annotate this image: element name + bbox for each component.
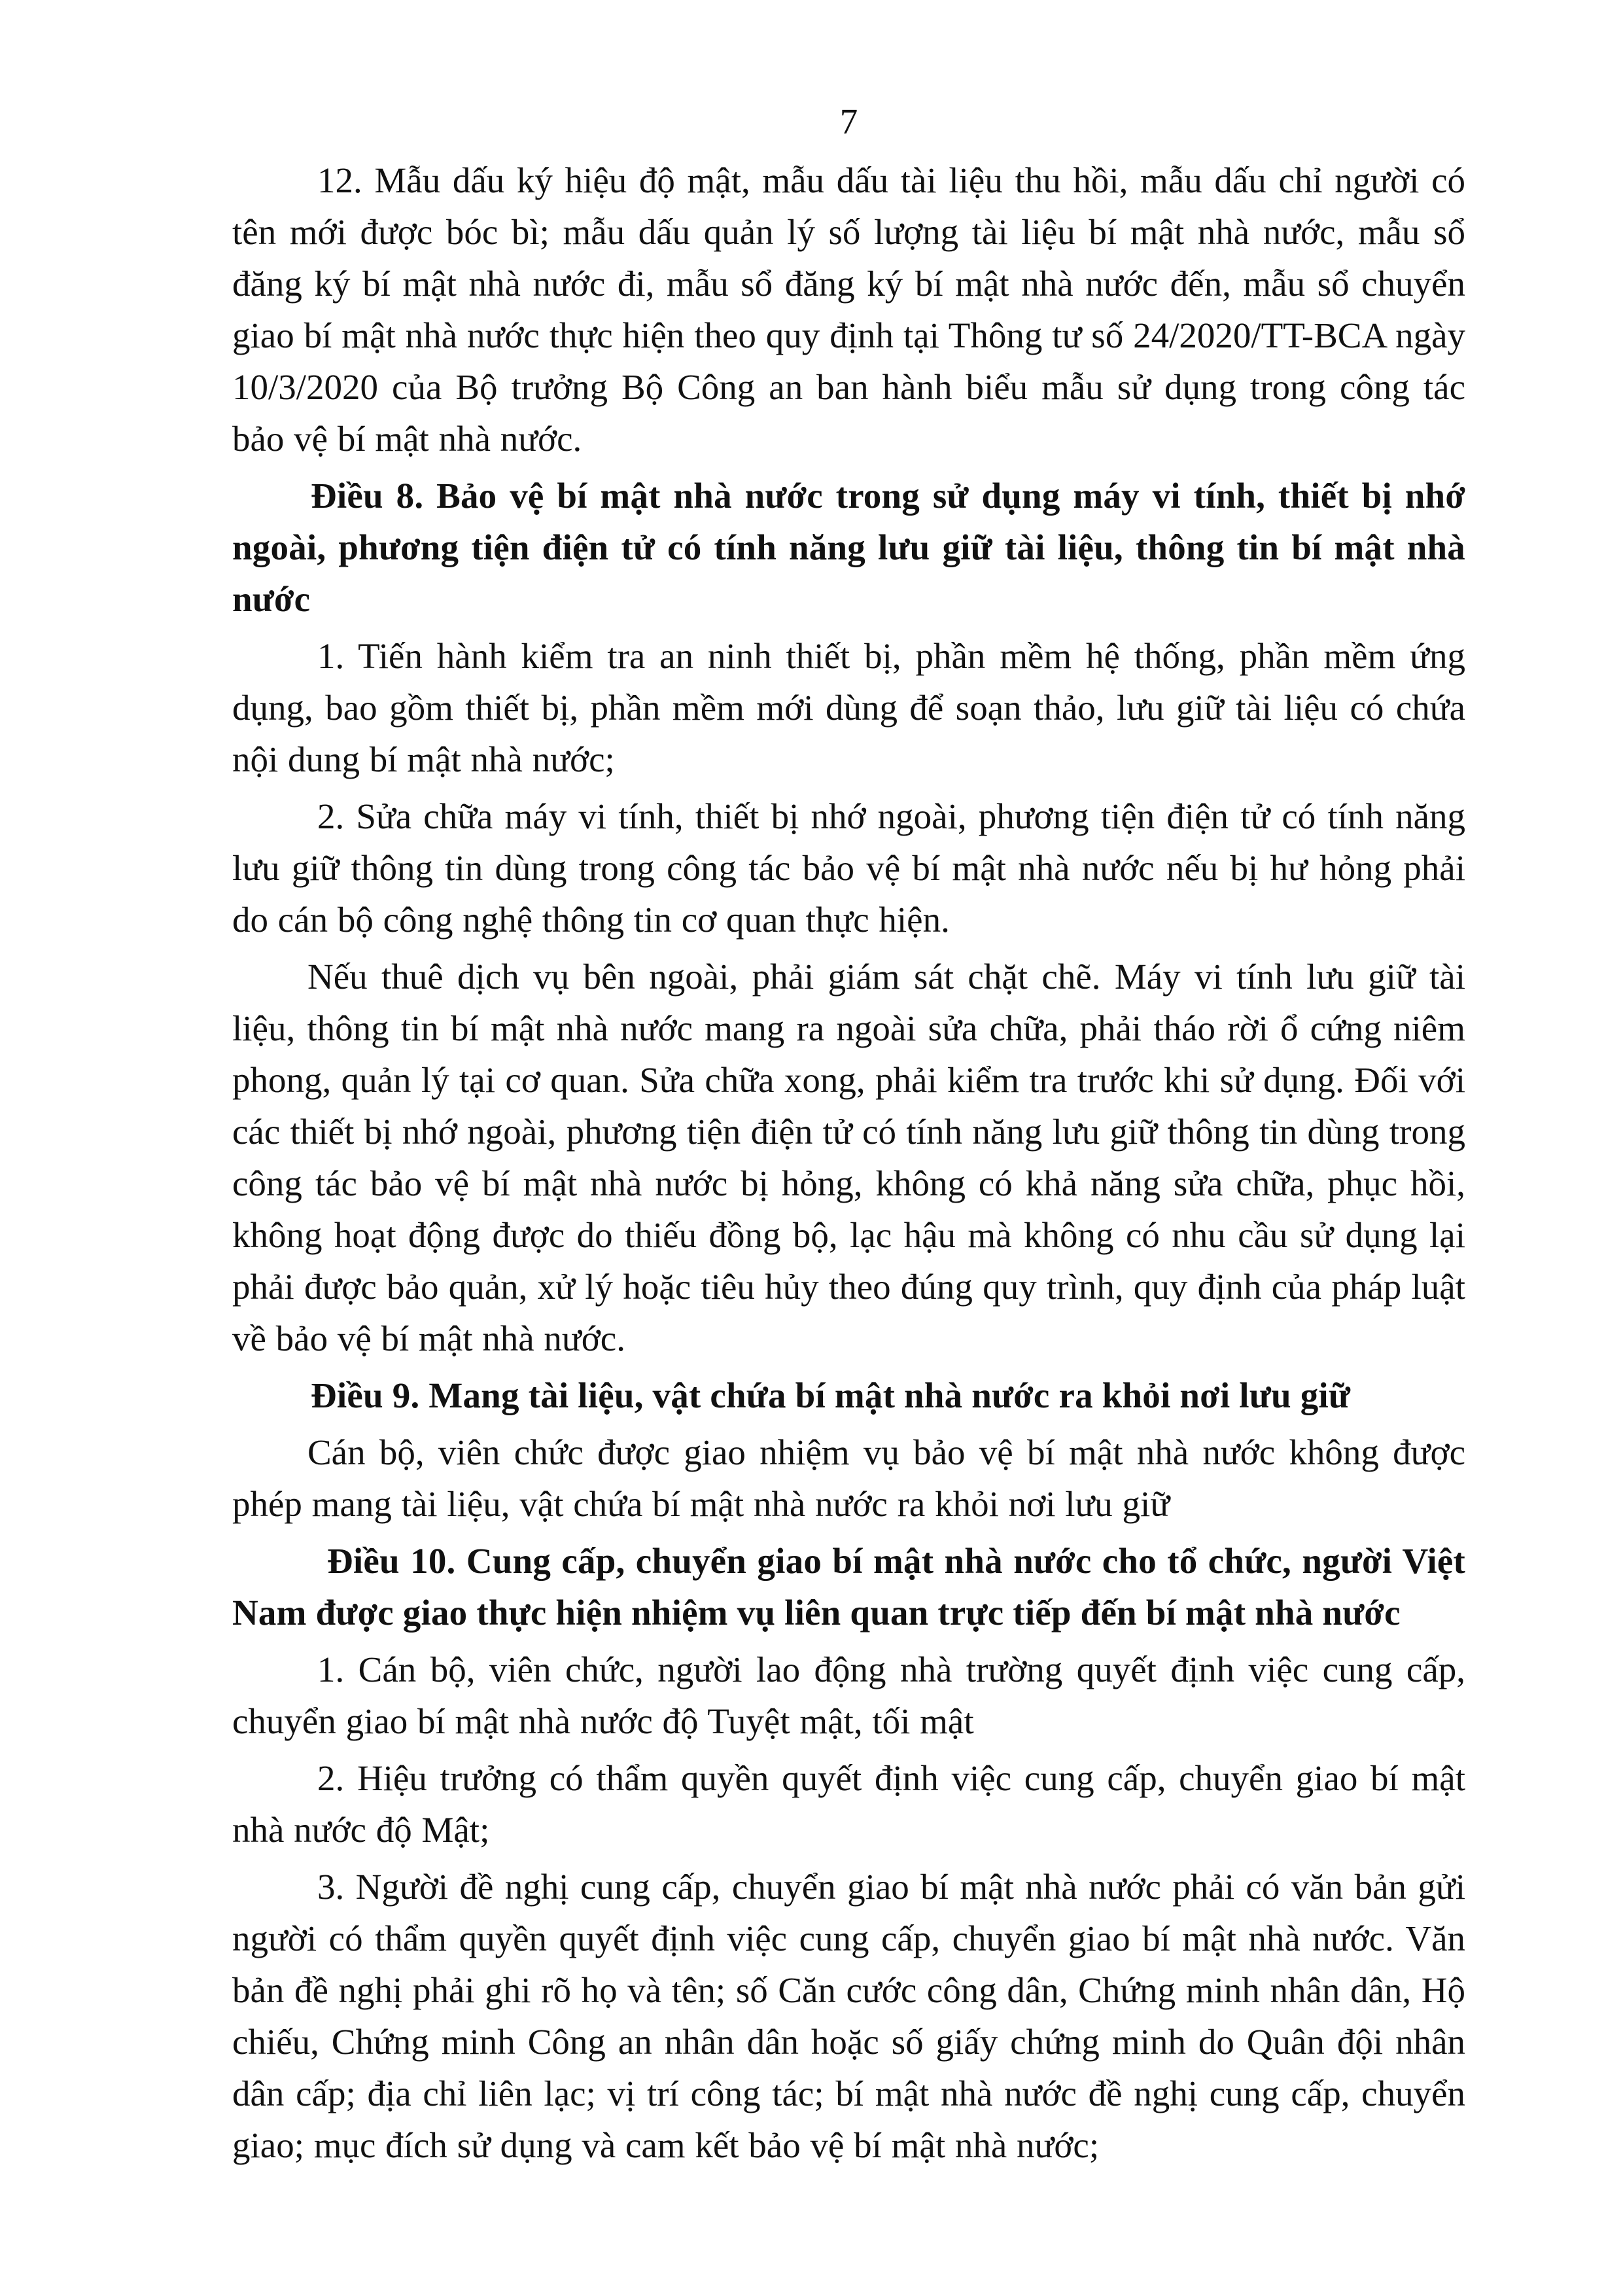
page-number: 7 <box>839 101 858 141</box>
article-8-clause-1: 1. Tiến hành kiểm tra an ninh thiết bị, phần mềm hệ thống, phần mềm ứng dụng, bao gồm thiết bị, phần mềm mới dùng để soạn thảo, lưu giữ tài liệu có chứa nội dung bí mật nhà nước; <box>232 636 1465 779</box>
article-10-clause-1: 1. Cán bộ, viên chức, người lao động nhà trường quyết định việc cung cấp, chuyển giao bí mật nhà nước độ Tuyệt mật, tối mật <box>232 1650 1465 1741</box>
document-page <box>232 92 1465 2176</box>
article-10-title: Điều 10. Cung cấp, chuyển giao bí mật nhà nước cho tổ chức, người Việt Nam được giao thực hiện nhiệm vụ liên quan trực tiếp đến bí mật nhà nước <box>232 1541 1465 1633</box>
article-10-clause-3: 3. Người đề nghị cung cấp, chuyển giao bí mật nhà nước phải có văn bản gửi người có thẩm quyền quyết định việc cung cấp, chuyển giao bí mật nhà nước. Văn bản đề nghị phải ghi rõ họ và tên; số Căn cước công dân, Chứng minh nhân dân, Hộ chiếu, Chứng minh Công an nhân dân hoặc số giấy chứng minh do Quân đội nhân dân cấp; địa chỉ liên lạc; vị trí công tác; bí mật nhà nước đề nghị cung cấp, chuyển giao; mục đích sử dụng và cam kết bảo vệ bí mật nhà nước; <box>232 1867 1465 2165</box>
article-9-paragraph-1: Cán bộ, viên chức được giao nhiệm vụ bảo vệ bí mật nhà nước không được phép mang tài liệu, vật chứa bí mật nhà nước ra khỏi nơi lưu giữ <box>232 1432 1465 1524</box>
clause-12: 12. Mẫu dấu ký hiệu độ mật, mẫu dấu tài liệu thu hồi, mẫu dấu chỉ người có tên mới được bóc bì; mẫu dấu quản lý số lượng tài liệu bí mật nhà nước, mẫu sổ đăng ký bí mật nhà nước đi, mẫu sổ đăng ký bí mật nhà nước đến, mẫu sổ chuyển giao bí mật nhà nước thực hiện theo quy định tại Thông tư số 24/2020/TT-BCA ngày 10/3/2020 của Bộ trưởng Bộ Công an ban hành biểu mẫu sử dụng trong công tác bảo vệ bí mật nhà nước. <box>232 160 1465 459</box>
article-8-paragraph-3: Nếu thuê dịch vụ bên ngoài, phải giám sát chặt chẽ. Máy vi tính lưu giữ tài liệu, thông tin bí mật nhà nước mang ra ngoài sửa chữa, phải tháo rời ổ cứng niêm phong, quản lý tại cơ quan. Sửa chữa xong, phải kiểm tra trước khi sử dụng. Đối với các thiết bị nhớ ngoài, phương tiện điện tử có tính năng lưu giữ thông tin dùng trong công tác bảo vệ bí mật nhà nước bị hỏng, không có khả năng sửa chữa, phục hồi, không hoạt động được do thiếu đồng bộ, lạc hậu mà không có nhu cầu sử dụng lại phải được bảo quản, xử lý hoặc tiêu hủy theo đúng quy trình, quy định của pháp luật về bảo vệ bí mật nhà nước. <box>232 957 1465 1358</box>
article-8-title: Điều 8. Bảo vệ bí mật nhà nước trong sử dụng máy vi tính, thiết bị nhớ ngoài, phương tiện điện tử có tính năng lưu giữ tài liệu, thông tin bí mật nhà nước <box>232 476 1465 619</box>
article-10-clause-2: 2. Hiệu trưởng có thẩm quyền quyết định việc cung cấp, chuyển giao bí mật nhà nước độ Mật; <box>232 1758 1465 1850</box>
article-9-title: Điều 9. Mang tài liệu, vật chứa bí mật nhà nước ra khỏi nơi lưu giữ <box>311 1375 1351 1415</box>
article-8-clause-2: 2. Sửa chữa máy vi tính, thiết bị nhớ ngoài, phương tiện điện tử có tính năng lưu giữ thông tin dùng trong công tác bảo vệ bí mật nhà nước nếu bị hư hỏng phải do cán bộ công nghệ thông tin cơ quan thực hiện. <box>232 796 1465 940</box>
